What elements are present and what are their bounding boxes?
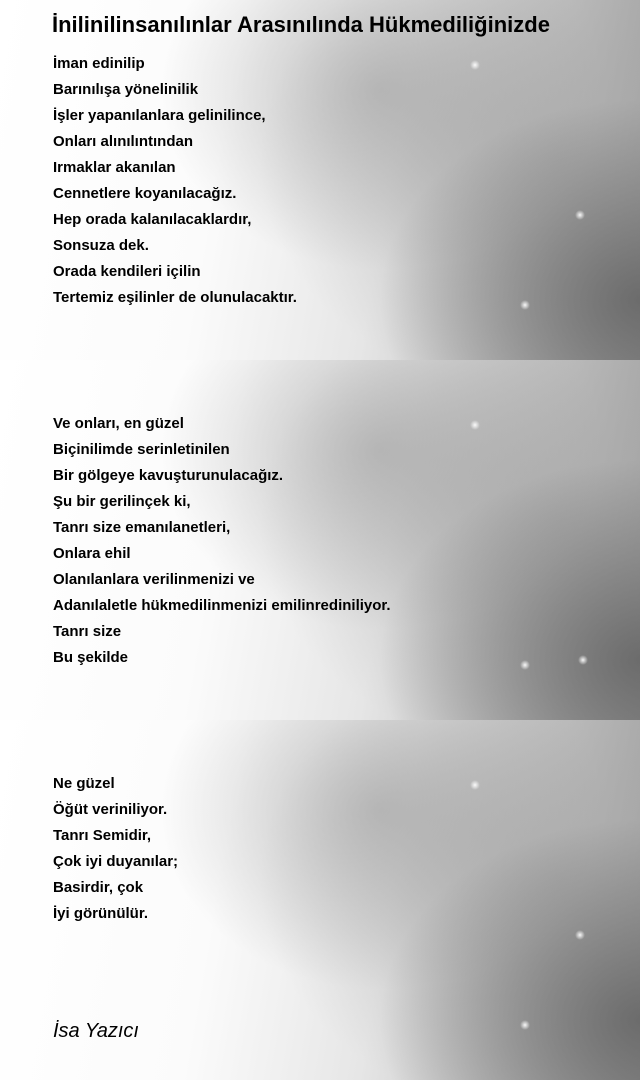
sparkle-decoration	[470, 420, 480, 430]
poem-line: Cennetlere koyanılacağız.	[53, 185, 237, 202]
poem-line: Basirdir, çok	[53, 879, 144, 896]
author-signature: İsa Yazıcı	[53, 1020, 139, 1042]
poem-line: Öğüt veriniliyor.	[53, 801, 168, 818]
poem-line: Tertemiz eşilinler de olunulacaktır.	[53, 289, 297, 306]
poem-line: Onları alınılıntından	[53, 133, 194, 150]
stanza-1	[53, 51, 297, 311]
stanza-2	[53, 411, 391, 671]
poem-line: Ve onları, en güzel	[53, 415, 184, 432]
poem-line: Bu şekilde	[53, 649, 129, 666]
poem-line: Tanrı size emanılanetleri,	[53, 519, 231, 536]
poem-line: İman edinilip	[53, 55, 145, 72]
poem-panel-3	[0, 720, 640, 1080]
poem-line: İyi görünülür.	[53, 905, 149, 922]
poem-line: Çok iyi duyanılar;	[53, 853, 179, 870]
poem-line: Orada kendileri içilin	[53, 263, 201, 280]
sparkle-decoration	[575, 930, 585, 940]
poem-line: Sonsuza dek.	[53, 237, 149, 254]
poem-line: Şu bir gerilinçek ki,	[53, 493, 191, 510]
sparkle-decoration	[520, 660, 530, 670]
poem-line: Olanılanlara verilinmenizi ve	[53, 571, 255, 588]
sparkle-decoration	[575, 210, 585, 220]
sparkle-decoration	[470, 780, 480, 790]
poem-line: İşler yapanılanlara gelinilince,	[53, 107, 266, 124]
poem-line: Adanılaletle hükmedilinmenizi emilinrediniliyor.	[53, 597, 391, 614]
poem-line: Biçinilimde serinletinilen	[53, 441, 230, 458]
poem-line: Bir gölgeye kavuşturunulacağız.	[53, 467, 284, 484]
poem-panel-2	[0, 360, 640, 720]
poem-panel-1	[0, 0, 640, 360]
stanza-3	[53, 771, 178, 927]
poem-title: İnilinilinsanılınlar Arasınılında Hükmediliğinizde	[52, 12, 550, 37]
poem-line: Barınılışa yönelinilik	[53, 81, 199, 98]
sparkle-decoration	[578, 655, 588, 665]
poem-line: Irmaklar akanılan	[53, 159, 176, 176]
poem-line: Onlara ehil	[53, 545, 131, 562]
poem-line: Tanrı Semidir,	[53, 827, 152, 844]
poem-line: Ne güzel	[53, 775, 115, 792]
poem-line: Hep orada kalanılacaklardır,	[53, 211, 252, 228]
sparkle-decoration	[520, 300, 530, 310]
sparkle-decoration	[520, 1020, 530, 1030]
poem-line: Tanrı size	[53, 623, 122, 640]
sparkle-decoration	[470, 60, 480, 70]
